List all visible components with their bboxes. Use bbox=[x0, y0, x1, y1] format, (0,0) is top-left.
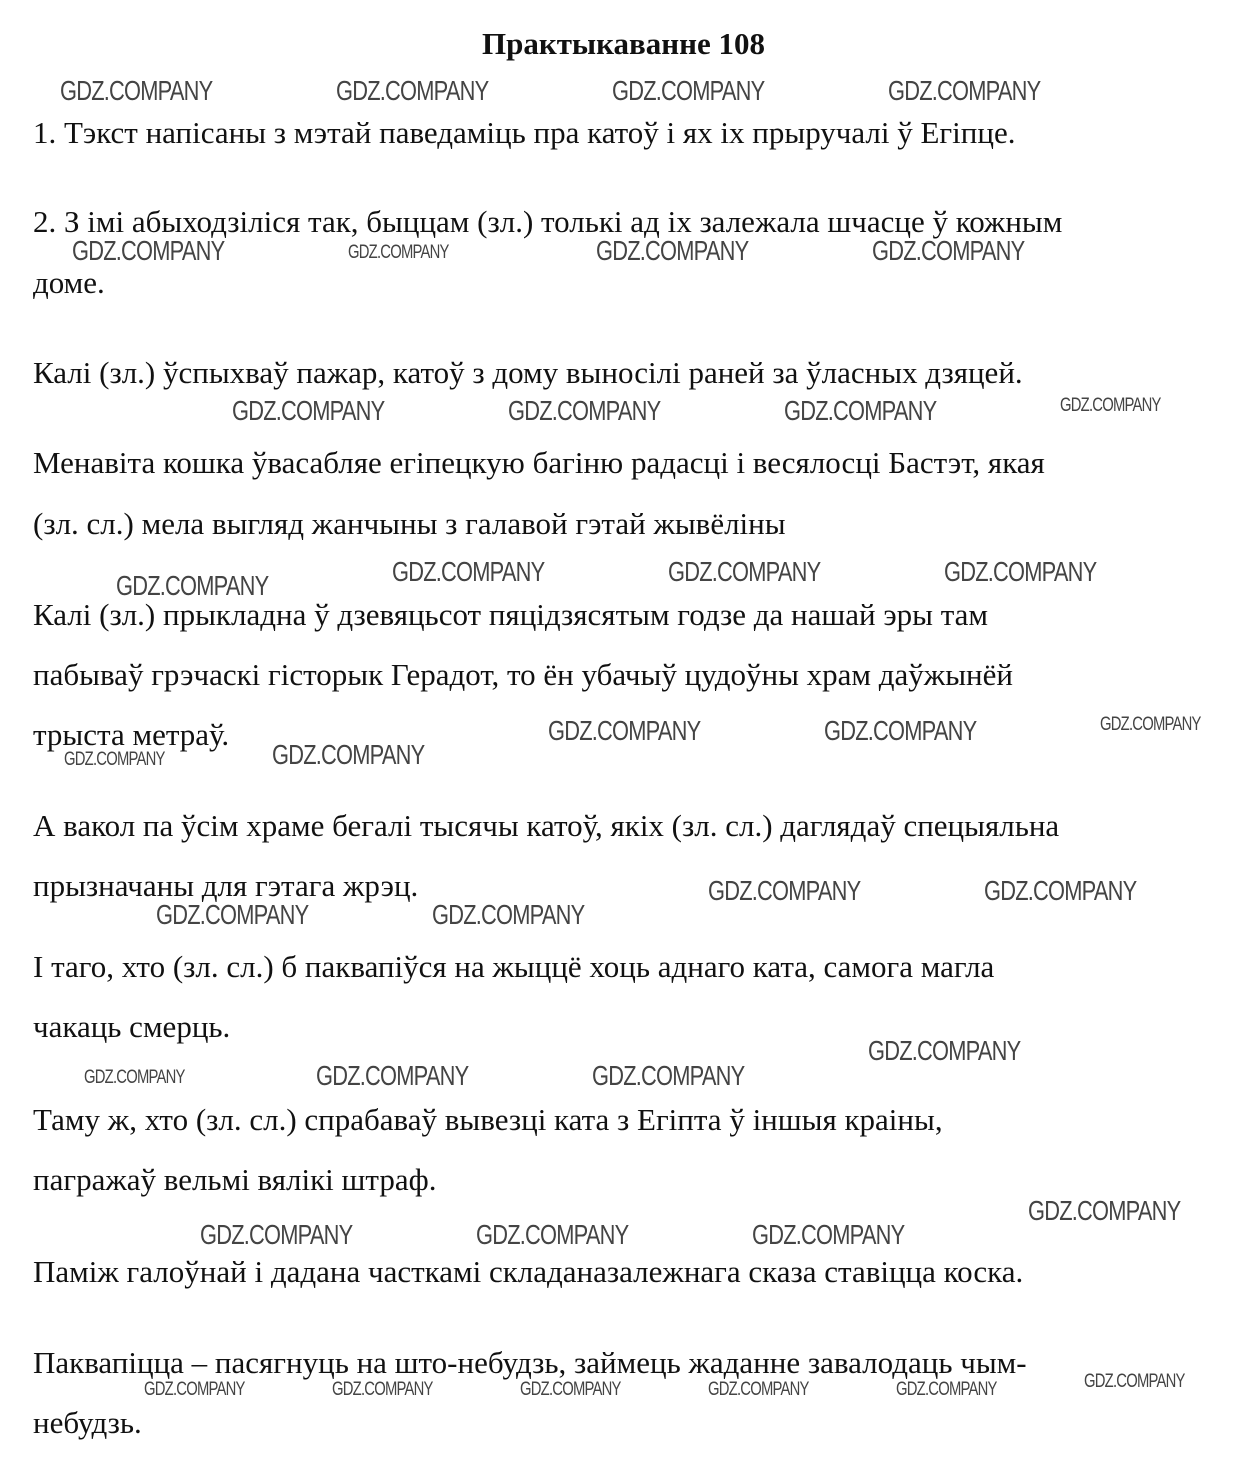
watermark: GDZ.COMPANY bbox=[708, 875, 861, 906]
watermark: GDZ.COMPANY bbox=[432, 899, 585, 930]
watermark: GDZ.COMPANY bbox=[888, 75, 1041, 106]
text-line: трыста метраў. bbox=[33, 717, 230, 752]
watermark: GDZ.COMPANY bbox=[984, 875, 1137, 906]
text-line: пагражаў вельмі вялікі штраф. bbox=[33, 1162, 437, 1197]
text-line: чакаць смерць. bbox=[33, 1009, 231, 1044]
watermark: GDZ.COMPANY bbox=[752, 1219, 905, 1250]
watermark: GDZ.COMPANY bbox=[336, 75, 489, 106]
watermark: GDZ.COMPANY bbox=[508, 395, 661, 426]
watermark: GDZ.COMPANY bbox=[72, 235, 225, 266]
watermark: GDZ.COMPANY bbox=[868, 1035, 1021, 1066]
watermark: GDZ.COMPANY bbox=[64, 749, 165, 770]
watermark: GDZ.COMPANY bbox=[668, 556, 821, 587]
text-line: (зл. сл.) мела выгляд жанчыны з галавой гэтай жывёліны bbox=[33, 506, 786, 541]
text-line: Паквапіцца – пасягнуць на што-небудзь, займець жаданне завалодаць чым- bbox=[33, 1345, 1027, 1380]
watermark: GDZ.COMPANY bbox=[232, 395, 385, 426]
watermark: GDZ.COMPANY bbox=[144, 1379, 245, 1400]
watermark: GDZ.COMPANY bbox=[60, 75, 213, 106]
text-line: А вакол па ўсім храме бегалі тысячы катоў, якіх (зл. сл.) даглядаў спецыяльна bbox=[33, 808, 1060, 843]
watermark: GDZ.COMPANY bbox=[1100, 714, 1201, 735]
watermark: GDZ.COMPANY bbox=[348, 242, 449, 263]
watermark: GDZ.COMPANY bbox=[592, 1060, 745, 1091]
watermark: GDZ.COMPANY bbox=[612, 75, 765, 106]
watermark: GDZ.COMPANY bbox=[1060, 395, 1161, 416]
text-line: І таго, хто (зл. сл.) б паквапіўся на жыццё хоць аднаго ката, самога магла bbox=[33, 949, 995, 984]
watermark: GDZ.COMPANY bbox=[116, 570, 269, 601]
watermark: GDZ.COMPANY bbox=[944, 556, 1097, 587]
watermark: GDZ.COMPANY bbox=[708, 1379, 809, 1400]
text-line: 1. Тэкст напісаны з мэтай паведаміць пра катоў і ях іх прыручалі ў Егіпце. bbox=[33, 115, 1016, 150]
watermark: GDZ.COMPANY bbox=[316, 1060, 469, 1091]
watermark: GDZ.COMPANY bbox=[392, 556, 545, 587]
watermark: GDZ.COMPANY bbox=[156, 899, 309, 930]
text-line: пабываў грэчаскі гісторык Герадот, то ён убачыў цудоўны храм даўжынёй bbox=[33, 657, 1013, 692]
text-line: доме. bbox=[33, 265, 105, 300]
watermark: GDZ.COMPANY bbox=[548, 715, 701, 746]
watermark: GDZ.COMPANY bbox=[1084, 1371, 1185, 1392]
watermark: GDZ.COMPANY bbox=[784, 395, 937, 426]
watermark: GDZ.COMPANY bbox=[1028, 1195, 1181, 1226]
text-line: небудзь. bbox=[33, 1405, 142, 1440]
watermark: GDZ.COMPANY bbox=[596, 235, 749, 266]
watermark: GDZ.COMPANY bbox=[824, 715, 977, 746]
text-line: 2. З імі абыходзіліся так, быццам (зл.) толькі ад іх залежала шчасце ў кожным bbox=[33, 204, 1063, 239]
watermark: GDZ.COMPANY bbox=[332, 1379, 433, 1400]
watermark: GDZ.COMPANY bbox=[272, 739, 425, 770]
watermark: GDZ.COMPANY bbox=[476, 1219, 629, 1250]
watermark: GDZ.COMPANY bbox=[84, 1067, 185, 1088]
text-line: Паміж галоўнай і дадана часткамі складаназалежнага сказа ставіцца коска. bbox=[33, 1254, 1024, 1289]
text-line: Калі (зл.) ўспыхваў пажар, катоў з дому выносілі раней за ўласных дзяцей. bbox=[33, 355, 1023, 390]
text-line: прызначаны для гэтага жрэц. bbox=[33, 868, 419, 903]
watermark: GDZ.COMPANY bbox=[520, 1379, 621, 1400]
text-line: Менавіта кошка ўвасабляе егіпецкую багіню радасці і весялосці Бастэт, якая bbox=[33, 445, 1045, 480]
watermark: GDZ.COMPANY bbox=[872, 235, 1025, 266]
page-title: Практыкаванне 108 bbox=[481, 26, 765, 61]
text-line: Таму ж, хто (зл. сл.) спрабаваў вывезці ката з Егіпта ў іншыя краіны, bbox=[33, 1102, 943, 1137]
watermark: GDZ.COMPANY bbox=[896, 1379, 997, 1400]
text-line: Калі (зл.) прыкладна ў дзевяцьсот пяцідзясятым годзе да нашай эры там bbox=[33, 597, 989, 632]
watermark: GDZ.COMPANY bbox=[200, 1219, 353, 1250]
